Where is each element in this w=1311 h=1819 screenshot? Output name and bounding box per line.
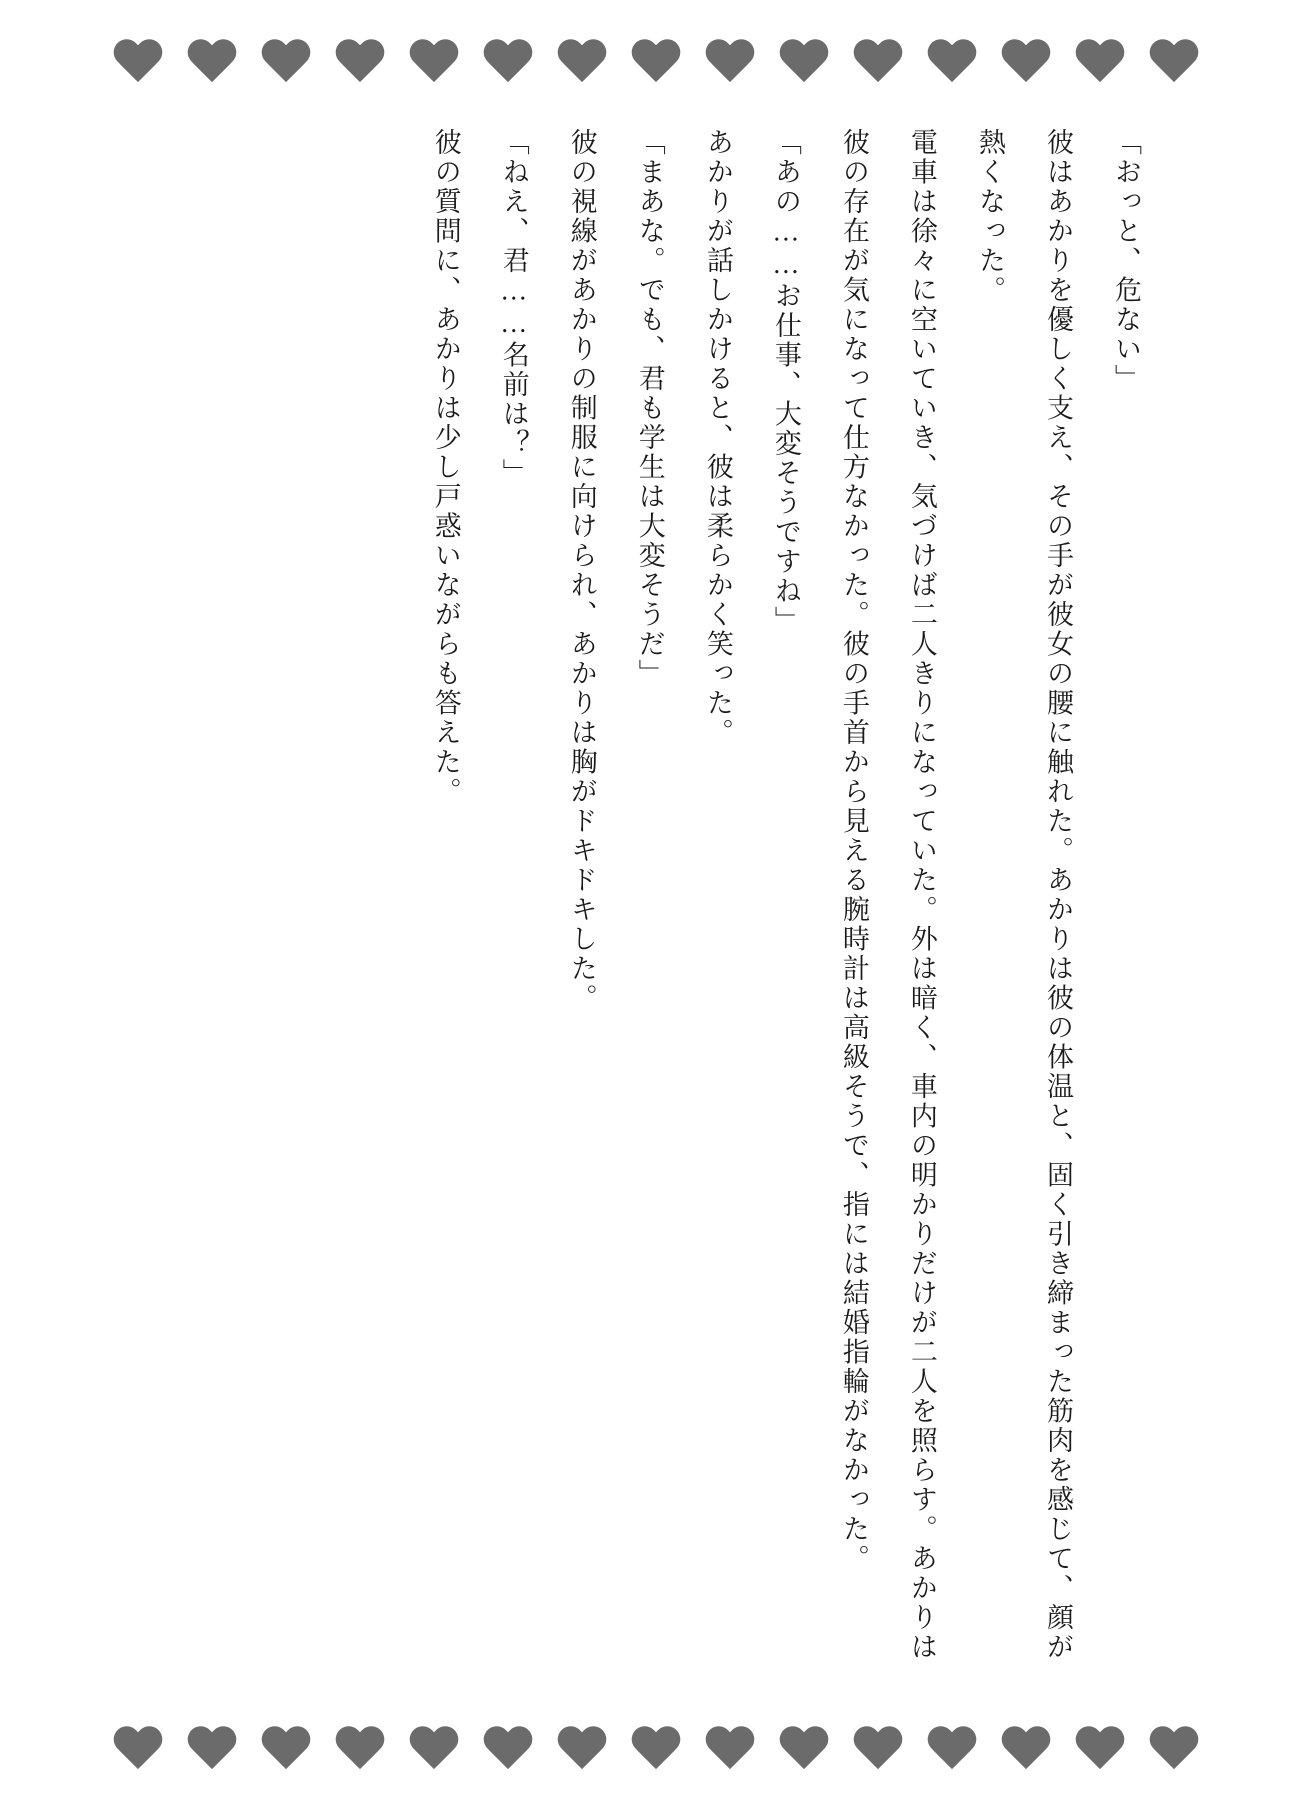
heart-icon xyxy=(482,40,534,88)
heart-icon xyxy=(556,1727,608,1775)
heart-icon xyxy=(260,40,312,88)
heart-icon xyxy=(926,40,978,88)
bottom-heart-border xyxy=(0,1727,1311,1775)
paragraph: 彼の質問に、あかりは少し戸惑いながらも答えた。 xyxy=(430,128,461,807)
heart-icon xyxy=(1000,40,1052,88)
heart-icon xyxy=(556,40,608,88)
heart-icon xyxy=(852,1727,904,1775)
heart-icon xyxy=(334,1727,386,1775)
heart-icon xyxy=(630,1727,682,1775)
heart-icon xyxy=(1074,40,1126,88)
heart-icon xyxy=(260,1727,312,1775)
heart-icon xyxy=(1074,1727,1126,1775)
paragraph: 彼の視線があかりの制服に向けられ、あかりは胸がドキドキした。 xyxy=(566,128,597,1013)
heart-icon xyxy=(630,40,682,88)
paragraph: 「おっと、危ない」 xyxy=(1111,128,1141,394)
heart-icon xyxy=(778,1727,830,1775)
heart-icon xyxy=(704,1727,756,1775)
heart-icon xyxy=(1000,1727,1052,1775)
top-heart-border xyxy=(0,40,1311,88)
heart-icon xyxy=(926,1727,978,1775)
heart-icon xyxy=(186,1727,238,1775)
vertical-text-column xyxy=(150,128,1160,1668)
story-body xyxy=(150,128,1160,1668)
heart-icon xyxy=(112,1727,164,1775)
heart-icon xyxy=(334,40,386,88)
heart-icon xyxy=(1148,40,1200,88)
heart-icon xyxy=(482,1727,534,1775)
heart-icon xyxy=(1148,1727,1200,1775)
paragraph: 「あの……お仕事、大変そうですね」 xyxy=(770,128,801,636)
heart-icon xyxy=(852,40,904,88)
paragraph: 「まあな。でも、君も学生は大変そうだ」 xyxy=(634,128,665,689)
paragraph: 「ねえ、君……名前は？」 xyxy=(498,128,529,488)
paragraph: 彼はあかりを優しく支え、その手が彼女の腰に触れた。あかりは彼の体温と、固く引き締まった筋肉を感じて、顔が熱くなった。 xyxy=(974,128,1073,1662)
paragraph: あかりが話しかけると、彼は柔らかく笑った。 xyxy=(702,128,733,748)
heart-icon xyxy=(112,40,164,88)
heart-icon xyxy=(408,40,460,88)
heart-icon xyxy=(186,40,238,88)
heart-icon xyxy=(704,40,756,88)
heart-icon xyxy=(408,1727,460,1775)
paragraph: 電車は徐々に空いていき、気づけば二人きりになっていた。外は暗く、車内の明かりだけが二人を照らす。あかりは彼の存在が気になって仕方なかった。彼の手首から見える腕時計は高級そうで、指には結婚指輪がなかった。 xyxy=(838,128,937,1662)
heart-icon xyxy=(778,40,830,88)
